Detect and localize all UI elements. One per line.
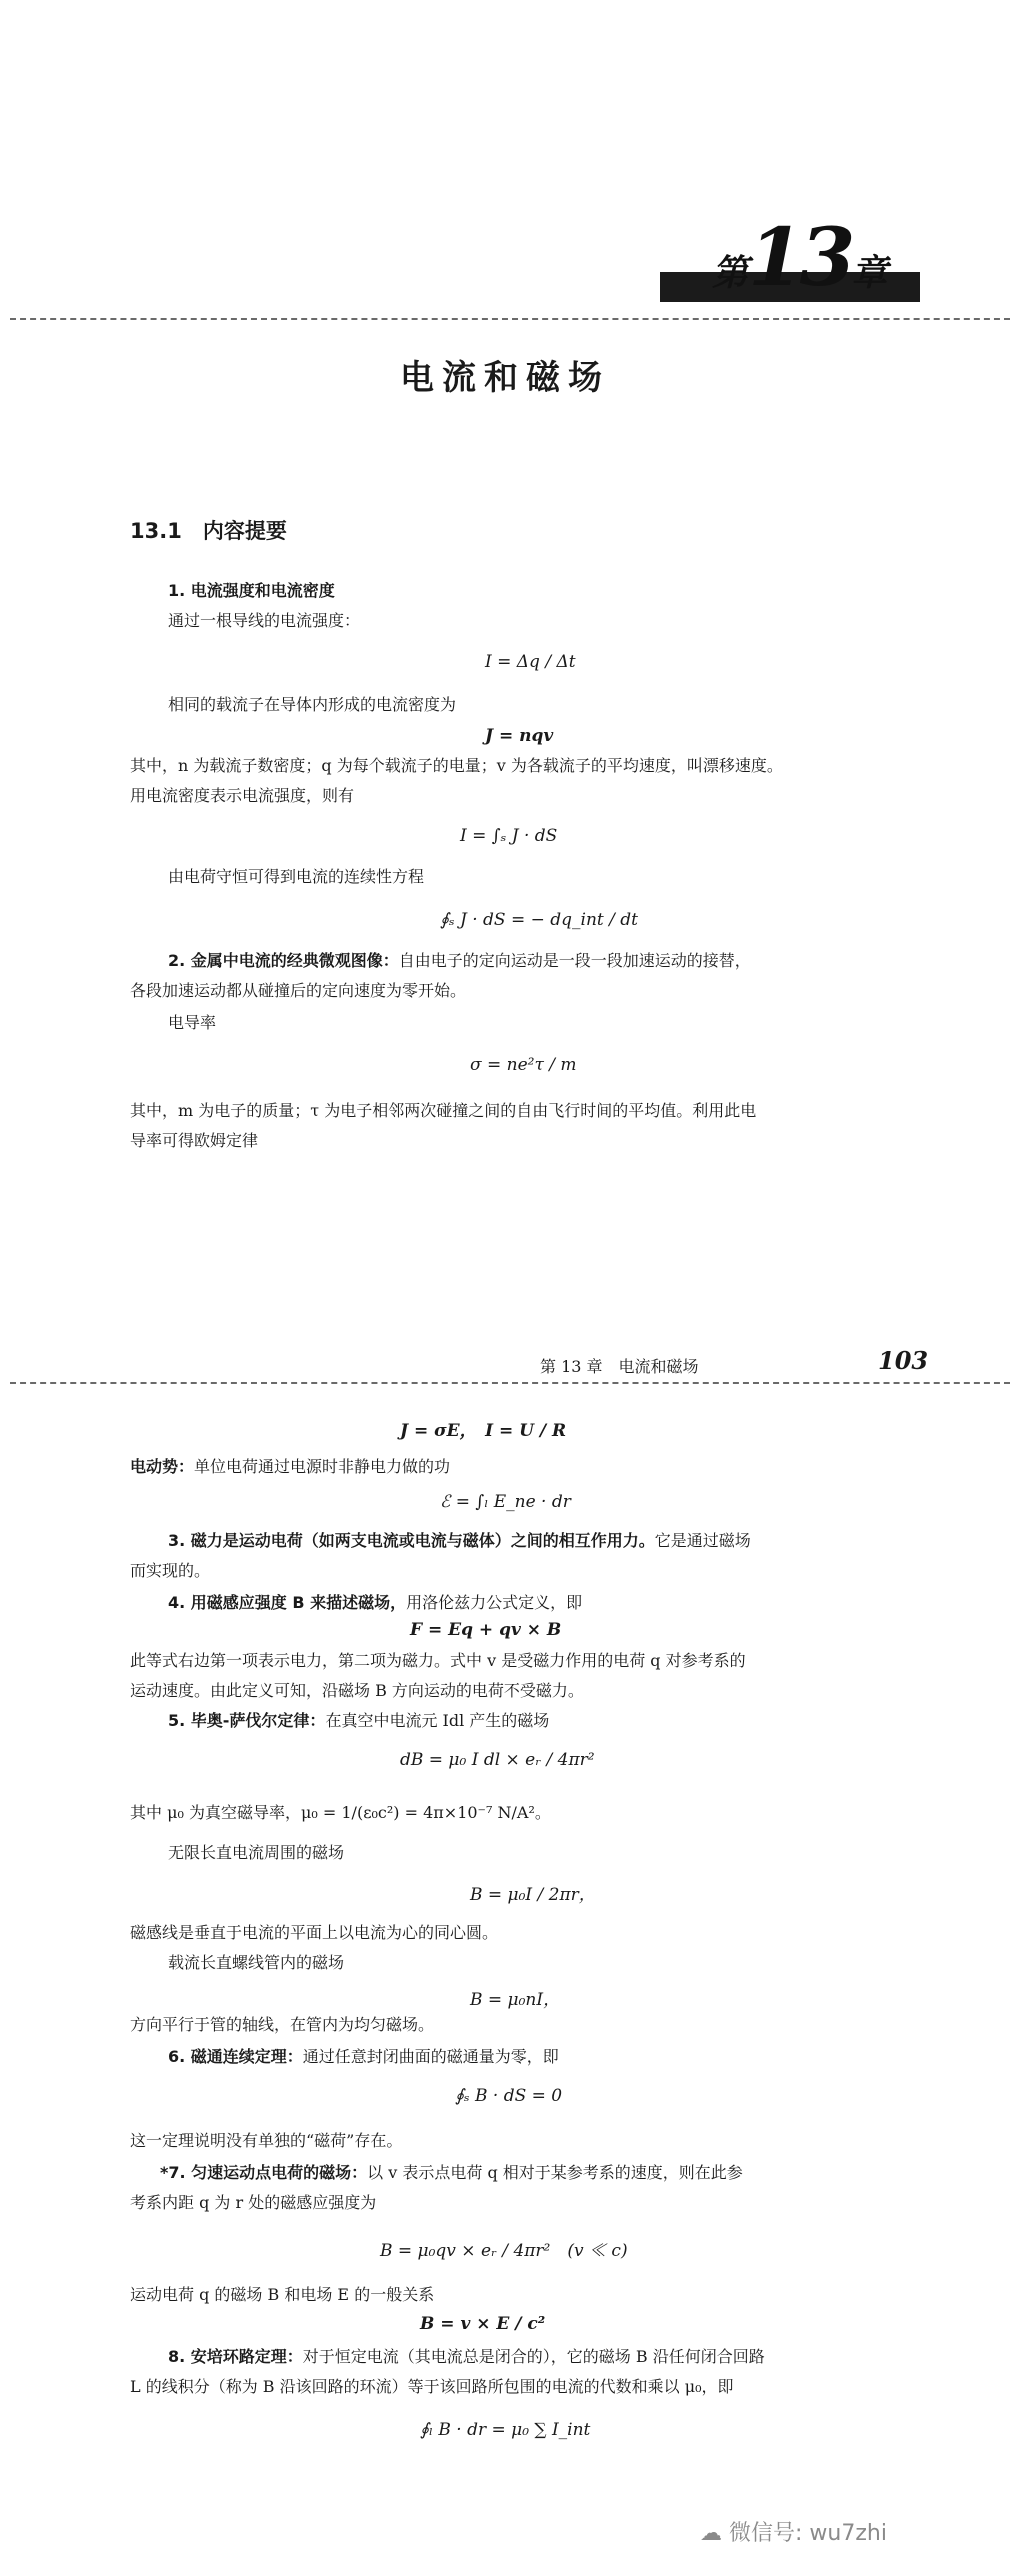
item4-line3: 运动速度。由此定义可知，沿磁场 B 方向运动的电荷不受磁力。	[130, 1681, 584, 1700]
eq-continuity: ∮ₛ J · dS = − dq_int / dt	[440, 910, 638, 930]
item1-line2: 相同的载流子在导体内形成的电流密度为	[168, 695, 457, 714]
item3-text: 它是通过磁场	[654, 1531, 751, 1550]
running-header: 第 13 章 电流和磁场	[540, 1357, 699, 1376]
item8-line2: L 的线积分（称为 B 沿该回路的环流）等于该回路所包围的电流的代数和乘以 μ₀，即	[130, 2377, 734, 2396]
page-number: 103	[878, 1346, 929, 1375]
item8-text: 对于恒定电流（其电流总是闭合的），它的磁场 B 沿任何闭合回路	[302, 2347, 765, 2366]
item7-line2: 考系内距 q 为 r 处的磁感应强度为	[130, 2193, 377, 2212]
item4-heading: 4. 用磁感应强度 B 来描述磁场，	[168, 1593, 407, 1612]
item1-line4: 用电流密度表示电流强度，则有	[130, 786, 355, 805]
item6-line2: 这一定理说明没有单独的“磁荷”存在。	[130, 2131, 403, 2150]
header-rule	[10, 1382, 1010, 1384]
chapter-badge	[712, 210, 888, 304]
eq-current: I = Δq / Δt	[485, 652, 576, 672]
eq-current-density: J = nqv	[485, 726, 554, 746]
emf-text: 单位电荷通过电源时非静电力做的功	[194, 1457, 451, 1476]
eq-conductivity: σ = ne²τ / m	[470, 1055, 577, 1075]
eq-point-charge: B = μ₀qv × eᵣ / 4πr² (v ≪ c)	[380, 2241, 628, 2261]
item5-line1	[168, 1710, 549, 1732]
watermark	[700, 2516, 887, 2547]
item7-line3: 运动电荷 q 的磁场 B 和电场 E 的一般关系	[130, 2285, 435, 2304]
eq-current-integral: I = ∫ₛ J · dS	[460, 826, 558, 846]
item3-heading: 3. 磁力是运动电荷（如两支电流或电流与磁体）之间的相互作用力。	[168, 1531, 655, 1550]
emf-label: 电动势：	[130, 1457, 195, 1476]
eq-ohm: J = σE， I = U / R	[400, 1421, 567, 1441]
item7-heading: *7. 匀速运动点电荷的磁场：	[160, 2163, 368, 2182]
item7-line1	[160, 2162, 743, 2184]
item2-line4: 导率可得欧姆定律	[130, 1131, 259, 1150]
item5-line4: 磁感线是垂直于电流的平面上以电流为心的同心圆。	[130, 1923, 499, 1942]
item1-line5: 由电荷守恒可得到电流的连续性方程	[168, 867, 425, 886]
emf-line	[130, 1456, 450, 1478]
item8-line1	[168, 2346, 765, 2368]
item1-heading: 1. 电流强度和电流密度	[168, 581, 335, 600]
chapter-rule	[10, 318, 1010, 320]
item5-heading: 5. 毕奥-萨伐尔定律：	[168, 1711, 326, 1730]
eq-b-e-relation: B = v × E / c²	[420, 2314, 546, 2334]
chapter-title: 电流和磁场	[400, 358, 610, 398]
item1-line1: 通过一根导线的电流强度：	[168, 611, 361, 630]
watermark-text: 微信号: wu7zhi	[729, 2521, 887, 2546]
item2-line1	[168, 950, 751, 972]
section-heading: 13.1 内容提要	[130, 519, 287, 543]
eq-ampere: ∮ₗ B · dr = μ₀ ∑ I_int	[420, 2420, 591, 2440]
item2-text-b: 各段加速运动都从碰撞后的定向速度为零开始。	[130, 981, 467, 1000]
page-2	[0, 1290, 1014, 2554]
eq-emf: ℰ = ∫ₗ E_ne · dr	[440, 1492, 571, 1512]
item6-line1	[168, 2046, 559, 2068]
item6-heading: 6. 磁通连续定理：	[168, 2047, 303, 2066]
item7-text: 以 v 表示点电荷 q 相对于某参考系的速度，则在此参	[367, 2163, 743, 2182]
eq-solenoid: B = μ₀nI，	[470, 1990, 561, 2010]
item5-line5: 载流长直螺线管内的磁场	[168, 1953, 345, 1972]
item5-line2: 其中 μ₀ 为真空磁导率，μ₀ = 1/(ε₀c²) = 4π×10⁻⁷ N/A²。	[130, 1803, 551, 1822]
item3-line1	[168, 1530, 751, 1552]
eq-flux-continuity: ∮ₛ B · dS = 0	[455, 2086, 563, 2106]
chapter-badge-number: 13	[748, 210, 852, 304]
item4-line2: 此等式右边第一项表示电力，第二项为磁力。式中 v 是受磁力作用的电荷 q 对参考系的	[130, 1651, 746, 1670]
item2-line3: 其中，m 为电子的质量；τ 为电子相邻两次碰撞之间的自由飞行时间的平均值。利用此电	[130, 1101, 757, 1120]
item3-line2: 而实现的。	[130, 1561, 211, 1580]
item2-line2: 电导率	[168, 1013, 217, 1032]
item8-heading: 8. 安培环路定理：	[168, 2347, 303, 2366]
item4-line1	[168, 1592, 582, 1614]
item5-line3: 无限长直电流周围的磁场	[168, 1843, 345, 1862]
eq-infinite-wire: B = μ₀I / 2πr，	[470, 1885, 596, 1905]
item2-heading: 2. 金属中电流的经典微观图像：	[168, 951, 399, 970]
item6-text: 通过任意封闭曲面的磁通量为零，即	[302, 2047, 559, 2066]
item5-line6: 方向平行于管的轴线，在管内为均匀磁场。	[130, 2015, 435, 2034]
item4-text: 用洛伦兹力公式定义，即	[406, 1593, 583, 1612]
chapter-badge-suffix: 章	[851, 252, 888, 294]
eq-biot-savart: dB = μ₀ I dl × eᵣ / 4πr²	[400, 1750, 595, 1770]
wechat-icon: ☁	[700, 2521, 722, 2546]
item1-line3: 其中，n 为载流子数密度；q 为每个载流子的电量；v 为各载流子的平均速度，叫漂移速度。	[130, 756, 783, 775]
item5-text: 在真空中电流元 Idl 产生的磁场	[325, 1711, 550, 1730]
item2-text-a: 自由电子的定向运动是一段一段加速运动的接替，	[398, 951, 751, 970]
chapter-badge-prefix: 第	[712, 252, 749, 294]
eq-lorentz: F = Eq + qv × B	[410, 1620, 562, 1640]
